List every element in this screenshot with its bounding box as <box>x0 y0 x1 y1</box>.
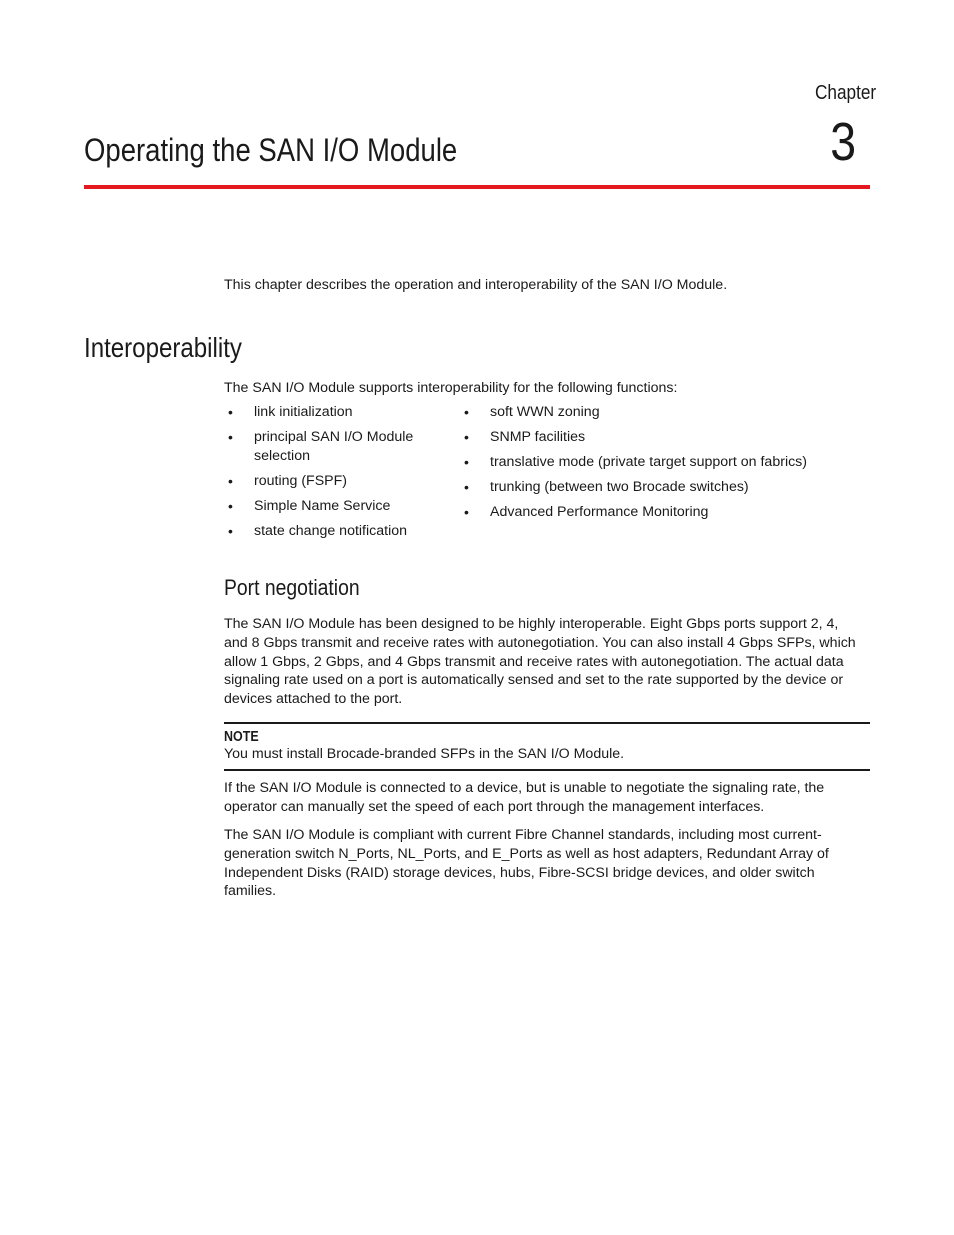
bullet-icon: • <box>464 404 469 420</box>
note-heading: NOTE <box>224 729 259 745</box>
interoperability-heading: Interoperability <box>84 332 242 363</box>
list-item: • routing (FSPF) <box>228 472 348 489</box>
bullet-icon: • <box>464 453 469 470</box>
bullet-icon: • <box>228 404 233 420</box>
chapter-label: Chapter <box>814 82 876 104</box>
list-item: • state change notification <box>228 522 408 539</box>
bullet-icon: • <box>228 497 233 514</box>
list-item: • principal SAN I/O Module selection <box>228 428 414 464</box>
list-item: • soft WWN zoning <box>464 404 600 420</box>
bullet-icon: • <box>228 428 233 445</box>
functions-list-left <box>226 403 436 547</box>
intro-paragraph: This chapter describes the operation and interoperability of the SAN I/O Module. <box>224 277 728 293</box>
port-negotiation-heading: Port negotiation <box>224 575 360 600</box>
bullet-icon: • <box>228 522 233 539</box>
interoperability-lead: The SAN I/O Module supports interoperability for the following functions: <box>224 380 678 396</box>
chapter-title: Operating the SAN I/O Module <box>84 132 458 168</box>
list-item: • Simple Name Service <box>228 497 391 514</box>
list-item: • SNMP facilities <box>464 428 586 445</box>
chapter-title-rule <box>84 185 870 189</box>
note-box <box>224 722 870 771</box>
port-negotiation-paragraph-2: If the SAN I/O Module is connected to a device, but is unable to negotiate the signaling rate, the operator can manually set the speed of each port through the management interfaces. <box>224 780 825 815</box>
note-text: You must install Brocade-branded SFPs in the SAN I/O Module. <box>224 746 625 762</box>
port-negotiation-paragraph-1: The SAN I/O Module has been designed to be highly interoperable. Eight Gbps ports support 2, 4, and 8 Gbps transmit and receive rates with autonegotiation. You can also install 4 Gbps SFPs, which allow 1 Gbps, 2 Gbps, and 4 Gbps transmit and receive rates with autonegotiation. The actual data signaling rate used on a port is automatically sensed and set to the rate supported by the device or devices attached to the port. <box>224 616 856 708</box>
list-item: • translative mode (private target support on fabrics) <box>464 453 808 470</box>
list-item: • link initialization <box>228 404 353 420</box>
list-item: • trunking (between two Brocade switches) <box>464 478 749 495</box>
port-negotiation-paragraph-3: The SAN I/O Module is compliant with current Fibre Channel standards, including most current-generation switch N_Ports, NL_Ports, and E_Ports as well as host adapters, Redundant Array of Independent Disks (RAID) storage devices, hubs, Fibre-SCSI bridge devices, and older switch families. <box>224 827 829 900</box>
chapter-number: 3 <box>830 112 856 172</box>
list-item: • Advanced Performance Monitoring <box>464 503 709 520</box>
bullet-icon: • <box>464 503 469 520</box>
bullet-icon: • <box>464 428 469 445</box>
functions-list-right <box>462 403 862 528</box>
bullet-icon: • <box>228 472 233 489</box>
bullet-icon: • <box>464 478 469 495</box>
